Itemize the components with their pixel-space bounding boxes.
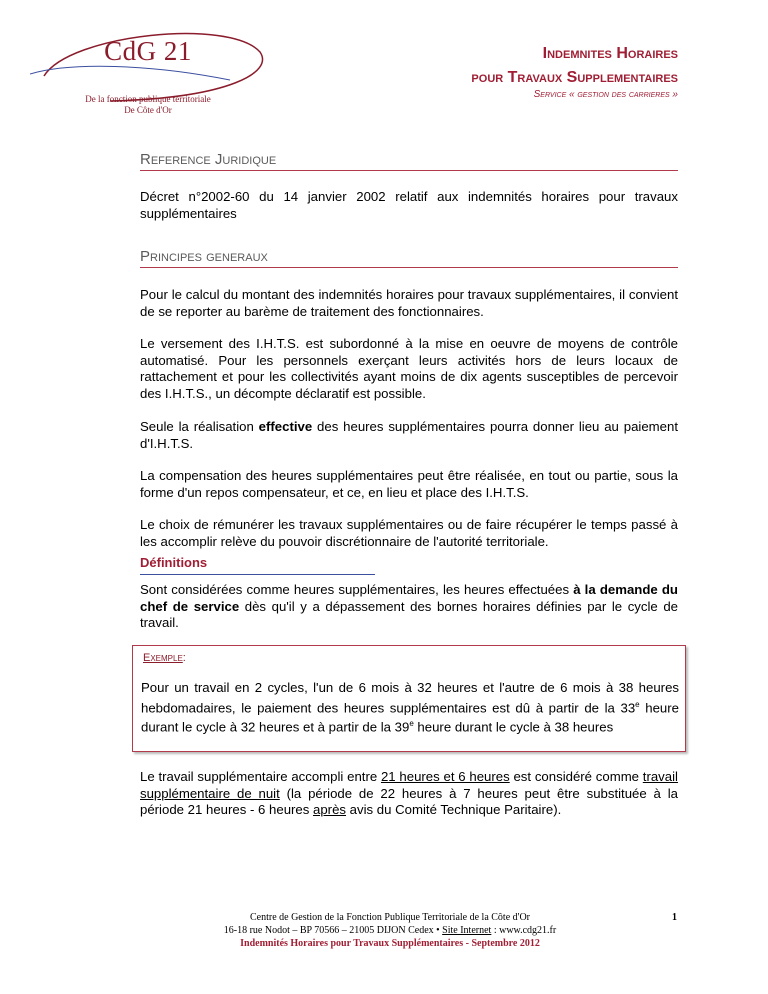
night-work-underlined: travail supplémentaire de nuit (140, 769, 678, 801)
definitions-paragraph (140, 582, 678, 632)
ex-text-c: heure durant le cycle à 38 heures (413, 719, 614, 735)
p3-text-a: Seule la réalisation (140, 419, 259, 434)
night-text-b: est considéré comme (509, 769, 643, 784)
example-box (132, 645, 686, 752)
logo-subtitle (58, 94, 238, 116)
principes-paragraph-1: Pour le calcul du montant des indemnités horaires pour travaux supplémentaires, il convient de se reporter au barème de traitement des fonctionnaires. (140, 287, 678, 319)
page-footer (160, 911, 620, 950)
night-text-c: (la période de 22 heures à 7 heures peut être substituée à la période 21 heures - 6 heures (140, 785, 678, 817)
p3-text-b: des heures supplémentaires pourra donner lieu au paiement d'I.H.T.S. (140, 419, 678, 451)
night-hours-underlined: 21 heures et 6 heures (380, 769, 510, 784)
p3-emphasis: effective (258, 419, 313, 434)
principes-paragraph-2: Le versement des I.H.T.S. est subordonné à la mise en oeuvre de moyens de contrôle automatisé. Pour les personnels exerçant leurs activités hors de leurs locaux de rattachement et pour les collectivités ayant moins de dix agents susceptibles de percevoir des I.H.T.S., un décompte déclaratif est possible. (140, 336, 678, 401)
footer-line-2 (160, 924, 620, 937)
example-label-text: Exemple (143, 652, 183, 664)
def-text-a: Sont considérées comme heures supplémentaires, les heures effectuées (140, 582, 574, 597)
example-text (141, 680, 679, 736)
reference-text: Décret n°2002-60 du 14 janvier 2002 relatif aux indemnités horaires pour travaux supplémentaires (140, 189, 678, 221)
def-text-b: dès qu'il y a dépassement des bornes horaires définies par le cycle de travail. (140, 598, 679, 630)
ex-sup-2: e (409, 719, 414, 729)
ex-text-a: Pour un travail en 2 cycles, l'un de 6 mois à 32 heures et l'autre de 6 mois à 38 heures hebdomadaires, le paiement des heures supplémentaires est dû à partir de la 33 (141, 680, 679, 715)
logo-subtitle-line1: De la fonction publique territoriale (85, 94, 211, 104)
principes-paragraph-4: La compensation des heures supplémentaires peut être réalisée, en tout ou partie, sous la forme d'un repos compensateur, et ce, en lieu et place des I.H.T.S. (140, 468, 678, 500)
page-number: 1 (672, 912, 677, 923)
example-label (143, 652, 186, 664)
night-text-d: avis du Comité Technique Paritaire). (346, 802, 562, 817)
footer-line-3: Indemnités Horaires pour Travaux Supplémentaires - Septembre 2012 (240, 938, 540, 949)
night-text-a: Le travail supplémentaire accompli entre (140, 769, 381, 784)
definitions-heading: Définitions (140, 555, 375, 575)
footer-website-url: : www.cdg21.fr (491, 925, 557, 936)
night-work-paragraph (140, 769, 678, 819)
document-title-line1: Indemnites Horaires (542, 45, 678, 62)
footer-line-1: Centre de Gestion de la Fonction Publique Territoriale de la Côte d'Or (249, 912, 530, 923)
cdg21-logo (30, 24, 266, 115)
document-title (471, 42, 678, 90)
principes-paragraph-3 (140, 419, 678, 452)
document-subtitle: Service « gestion des carrieres » (533, 89, 678, 100)
ex-sup-1: e (635, 699, 640, 709)
ex-text-b: heure durant le cycle à 32 heures et à partir de la 39 (141, 699, 679, 735)
apres-underlined: après (313, 802, 347, 817)
logo-subtitle-line2: De Côte d'Or (124, 105, 172, 115)
footer-website-link[interactable]: Site Internet (442, 925, 492, 936)
footer-address: 16-18 rue Nodot – BP 70566 – 21005 DIJON Cedex • (223, 925, 443, 936)
section-heading-reference: Reference Juridique (140, 151, 678, 171)
example-label-colon: : (182, 652, 186, 664)
def-emphasis: à la demande du chef de service (140, 582, 678, 614)
document-title-line2: pour Travaux Supplementaires (471, 69, 678, 86)
section-heading-principes: Principes generaux (140, 248, 678, 268)
principes-paragraph-5: Le choix de rémunérer les travaux supplémentaires ou de faire récupérer le temps passé à les accomplir relève du pouvoir discrétionnaire de l'autorité territoriale. (140, 517, 678, 549)
logo-title: CdG 21 (104, 36, 192, 66)
